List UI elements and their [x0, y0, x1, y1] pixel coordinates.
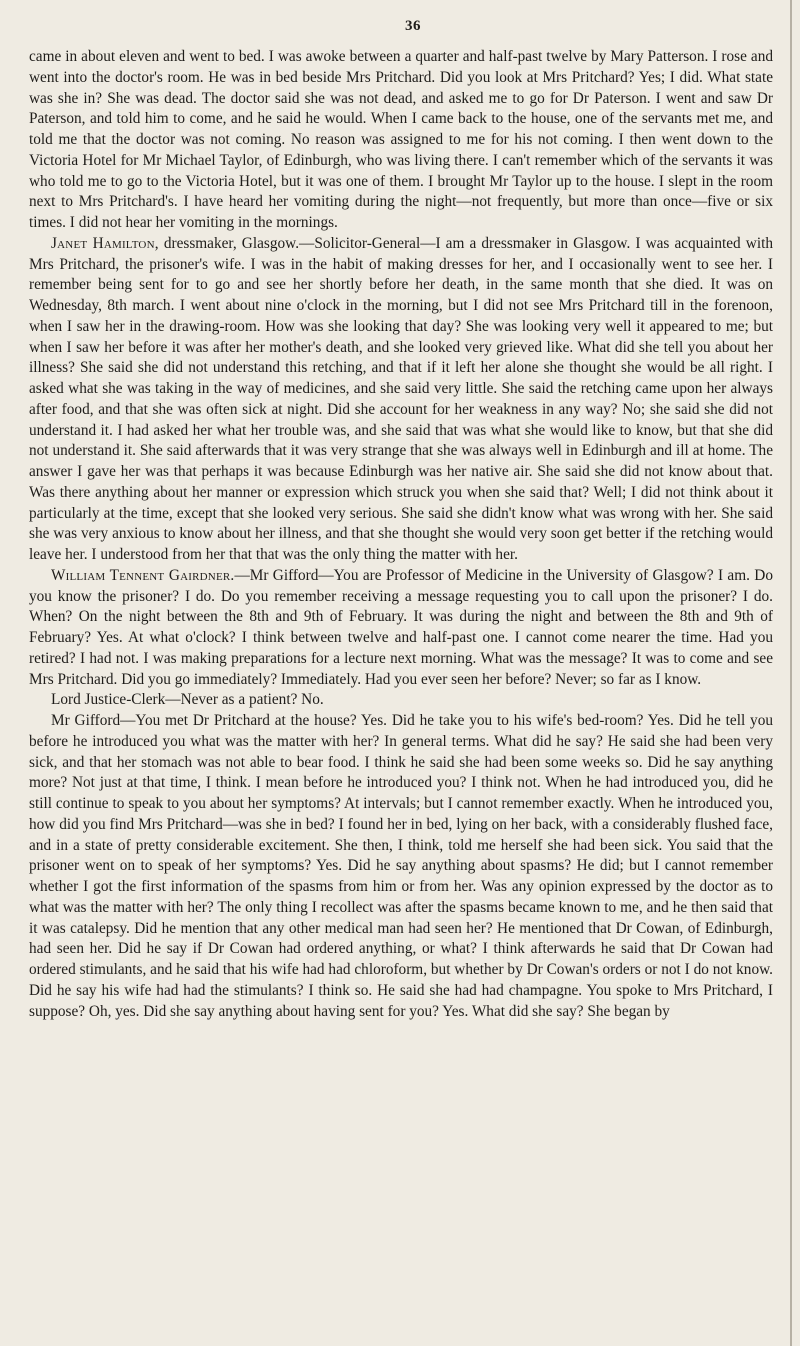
paragraph-text: dressmaker, Glasgow.—Solicitor-General—I am a dressmaker in Glasgow. I was acquainted with Mrs Pritchard, the prisoner's wife. I was in the habit of making dresses for her, and I occasionally went to see her. I remember being sent for to go and see her shortly before her death, in the same month that she died. It was on Wednesday, 8th march. I went about nine o'clock in the morning, but I did not see Mrs Pritchard till in the forenoon, when I saw her in the drawing-room. How was she looking that day? She was looking very well it appeared to me; but when I saw her before it was after her mother's death, and she looked very grieved like. What did she tell you about her illness? She said she did not understand this retching, and that if it left her alone she thought she would be all right. I asked what she was taking in the way of medicines, and she said very little. She said the retching came upon her always after food, and that she was often sick at night. Did she account for her weakness in any way? No; she said she did not understand it. I had asked her what her trouble was, and she said that was what she would like to know, but that she did not understand it. She said afterwards that it was very strange that she was always well in Edinburgh and ill at home. The answer I gave her was that perhaps it was because Edinburgh was her native air. She said she did not know about that. Was there anything about her manner or expression which struck you when she said that? Well; I did not think about it particularly at the time, except that she looked very serious. She said she didn't know what was wrong with her. She said she was very anxious to know about her illness, and that she thought she would very soon get better if the retching would leave her. I understood from her that that was the only thing the matter with her. [29, 234, 773, 563]
paragraph-mr-gifford [29, 711, 773, 1022]
witness-name: William Tennent Gairdner. [51, 566, 235, 584]
paragraph-continued-testimony [29, 47, 773, 234]
document-body [29, 47, 773, 1022]
page-edge-rule [790, 0, 792, 1346]
paragraph-text: came in about eleven and went to bed. I was awoke between a quarter and half-past twelve by Mary Patterson. I rose and went into the doctor's room. He was in bed beside Mrs Pritchard. Did you look at Mrs Pritchard? Yes; I did. What state was she in? She was dead. The doctor said she was not dead, and asked me to go for Dr Paterson. I went and saw Dr Paterson, and told him to come, and he said he would. When I came back to the house, one of the servants met me, and told me that the doctor was not coming. No reason was assigned to me for his not coming. I then went down to the Victoria Hotel for Mr Michael Taylor, of Edinburgh, who was living there. I can't remember which of the servants it was who told me to go to the Victoria Hotel, but it was one of them. I brought Mr Taylor up to the house. I slept in the room next to Mrs Pritchard's. I have heard her vomiting during the night—not frequently, but more than once—five or six times. I did not hear her vomiting in the mornings. [29, 48, 773, 231]
page-number: 36 [405, 18, 421, 34]
paragraph-text: —Mr Gifford—You are Professor of Medicine in the University of Glasgow? I am. Do you know the prisoner? I do. Do you remember receiving a message requesting you to call upon the prisoner? I do. When? On the night between the 8th and 9th of February. It was during the night and between the 8th and 9th of February? Yes. At what o'clock? I think between twelve and half-past one. I cannot come nearer the time. Had you retired? I had not. I was making preparations for a lecture next morning. What was the message? It was to come and see Mrs Pritchard. Did you go immediately? Immediately. Had you ever seen her before? Never; so far as I know. [29, 566, 773, 688]
paragraph-text: Lord Justice-Clerk—Never as a patient? No. [51, 691, 324, 709]
paragraph-william-gairdner [29, 566, 773, 691]
paragraph-janet-hamilton [29, 234, 773, 566]
witness-name: Janet Hamilton, [51, 234, 159, 252]
paragraph-text: Mr Gifford—You met Dr Pritchard at the house? Yes. Did he take you to his wife's bed-room? Yes. Did he tell you before he introduced you what was the matter with her? In general terms. What did he say? He said she had been very sick, and that her stomach was not able to bear food. I think he said she had been some weeks so. Did he say anything more? Not just at that time, I think. I mean before he introduced you? I think not. When he had introduced you, did he still continue to speak to you about her symptoms? At intervals; but I cannot remember exactly. When he introduced you, how did you find Mrs Pritchard—was she in bed? I found her in bed, lying on her back, with a considerably flushed face, and in a state of pretty considerable excitement. She then, I think, told me herself she had been sick. You said that the prisoner went on to speak of her symptoms? Yes. Did he say anything about spasms? He did; but I cannot remember whether I got the first information of the spasms from him or from her. Was any opinion expressed by the doctor as to what was the matter with her? The only thing I recollect was after the spasms became known to me, and he then said that it was catalepsy. Did he mention that any other medical man had seen her? He mentioned that Dr Cowan, of Edinburgh, had seen her. Did he say if Dr Cowan had ordered anything, or what? I think afterwards he said that Dr Cowan had ordered stimulants, and he said that his wife had had chloroform, but whether by Dr Cowan's orders or not I do not know. Did he say his wife had had the stimulants? I think so. He said she had had champagne. You spoke to Mrs Pritchard, I suppose? Oh, yes. Did she say anything about having sent for you? Yes. What did she say? She began by [29, 712, 773, 1020]
paragraph-lord-justice-clerk [29, 690, 773, 711]
